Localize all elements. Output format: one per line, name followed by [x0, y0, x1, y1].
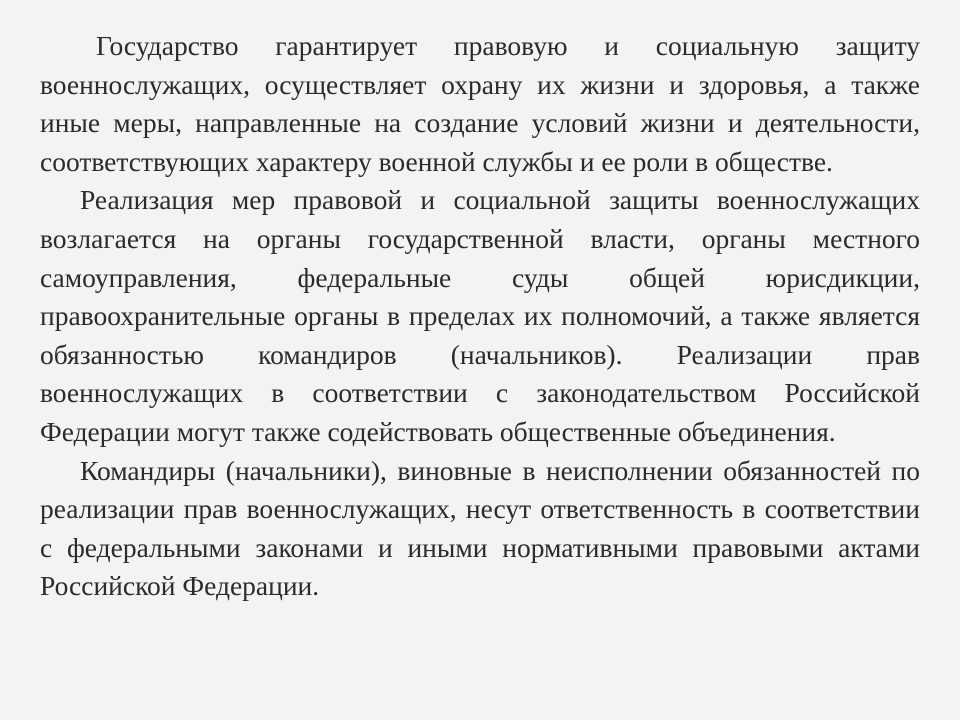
paragraph-implementation: Реализация мер правовой и социальной защиты военнослужащих возлагается на органы государственной власти, органы местного самоуправления, федеральные суды общей юрисдикции, правоохранительные органы в пределах их полномочий, а также является обязанностью командиров (начальников). Реализации прав военнослужащих в соответствии с законодательством Российской Федерации могут также содействовать общественные объединения. — [40, 184, 920, 447]
paragraph-responsibility: Командиры (начальники), виновные в неисполнении обязанностей по реализации прав военнослужащих, несут ответственность в соответствии с федеральными законами и иными нормативными правовыми актами Российской Федерации. — [40, 454, 920, 602]
paragraph-guarantee: Государство гарантирует правовую и социальную защиту военнослужащих, осуществляет охрану их жизни и здоровья, а также иные меры, направленные на создание условий жизни и деятельности, соответствующих характеру военной службы и ее роли в обществе. — [40, 30, 920, 177]
text-body — [40, 27, 920, 606]
